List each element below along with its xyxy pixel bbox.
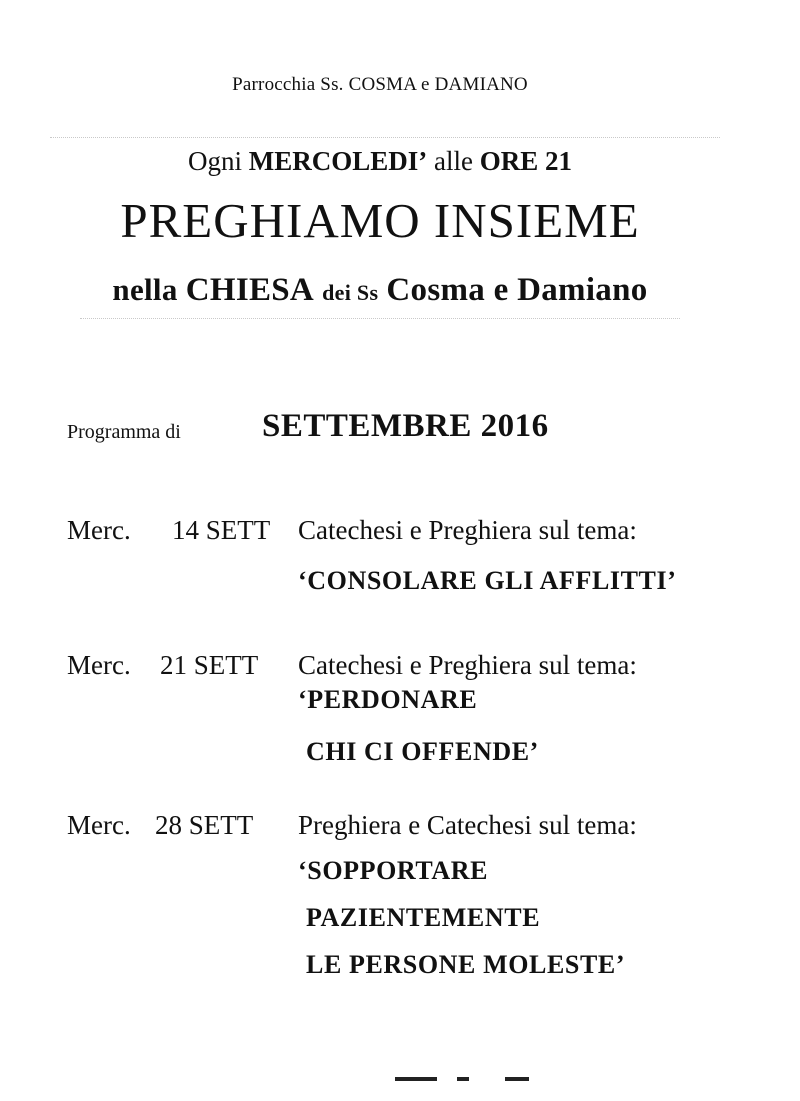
saints-text: Cosma e Damiano [386,272,648,308]
event-day: Merc. [67,650,131,680]
program-month: SETTEMBRE 2016 [262,408,549,444]
chiesa-text: CHIESA [185,272,315,308]
scan-dotted-line-bottom [80,318,680,319]
event-day: Merc. [67,515,131,545]
church-line [0,272,760,309]
nella-text: nella [112,272,178,307]
scan-dotted-line-top [50,137,720,138]
event-theme-line: ‘CONSOLARE GLI AFFLITTI’ [298,566,677,595]
event-date: 14 SETT [172,515,271,545]
event-day: Merc. [67,810,131,840]
schedule-line [0,146,760,177]
parish-name: Parrocchia Ss. COSMA e DAMIANO [232,74,528,95]
scan-artifact-marks [395,1077,535,1083]
event-theme-line: LE PERSONE MOLESTE’ [306,950,626,979]
event-date: 28 SETT [155,810,254,840]
event-description: Catechesi e Preghiera sul tema: [298,515,637,545]
main-title: PREGHIAMO INSIEME [120,193,640,248]
time-text: ORE 21 [479,146,572,176]
weekday-text: MERCOLEDI’ [248,146,428,176]
dei-text: dei Ss [322,280,379,305]
alle-text: alle [434,146,473,176]
event-description: Catechesi e Preghiera sul tema: [298,650,637,680]
ogni-text: Ogni [187,146,242,176]
event-description: Preghiera e Catechesi sul tema: [298,810,637,840]
event-theme-line: PAZIENTEMENTE [306,903,541,932]
event-theme-line: CHI CI OFFENDE’ [306,737,539,766]
event-theme-line: ‘PERDONARE [298,685,478,714]
program-label: Programma di [67,421,181,443]
event-date: 21 SETT [160,650,259,680]
event-theme-line: ‘SOPPORTARE [298,856,489,885]
